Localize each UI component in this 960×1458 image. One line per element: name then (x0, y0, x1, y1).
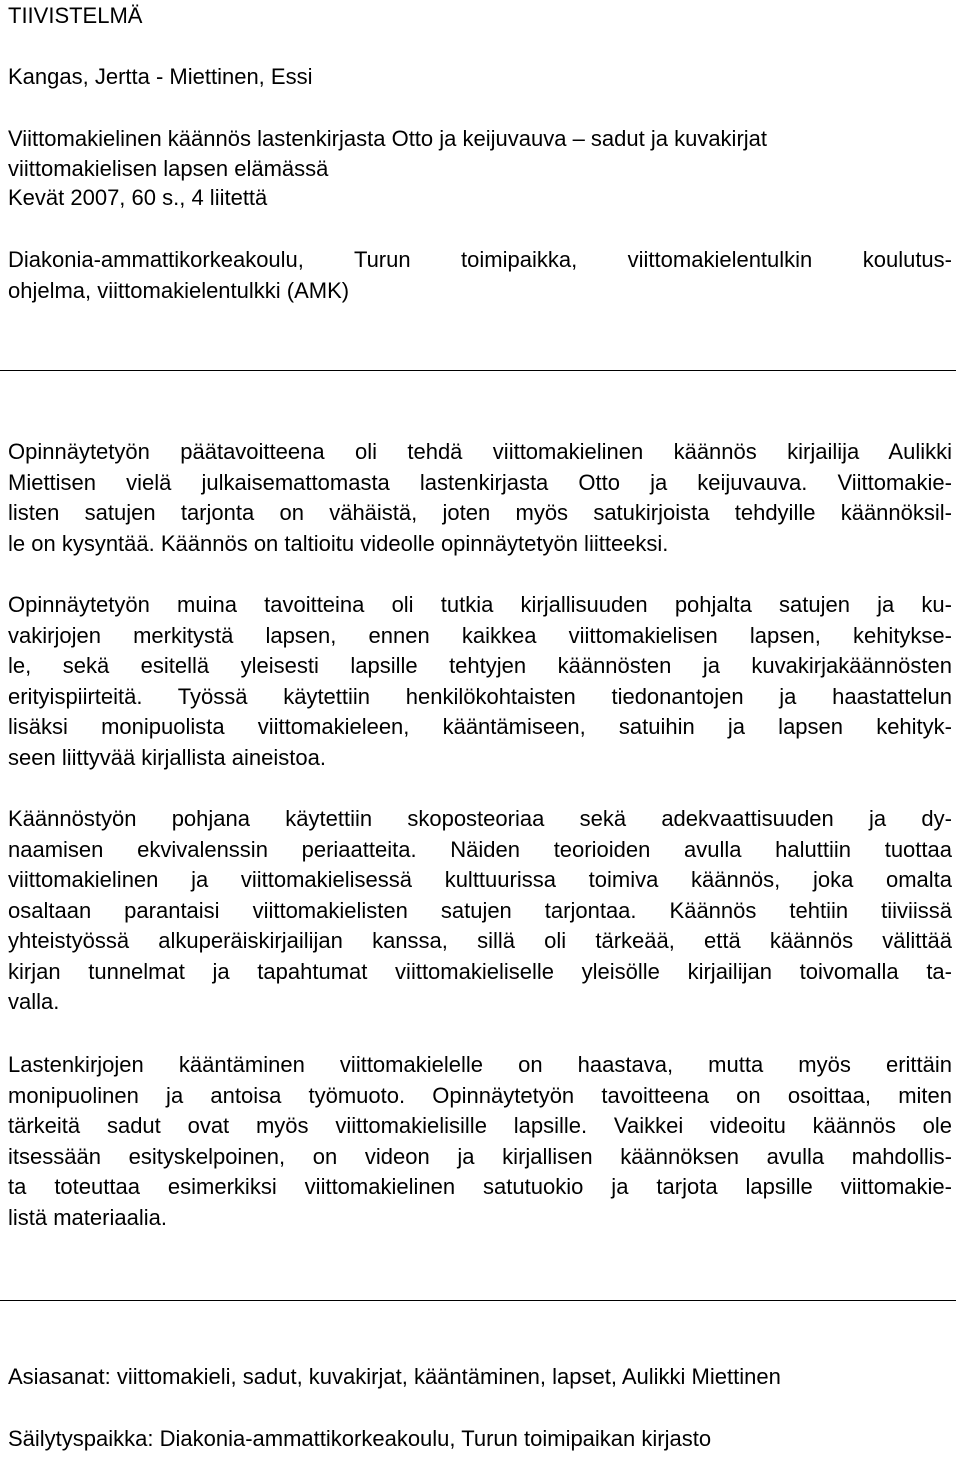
thesis-meta: Kevät 2007, 60 s., 4 liitettä (8, 185, 268, 210)
p2-line: vakirjojen merkitystä lapsen, ennen kaikkea viittomakielisen lapsen, kehitykse- (8, 622, 952, 648)
p3-line: yhteistyössä alkuperäiskirjailijan kanssa, sillä oli tärkeää, että käännös välittää (8, 928, 952, 953)
authors: Kangas, Jertta - Miettinen, Essi (8, 64, 313, 89)
p4-line: Lastenkirjojen kääntäminen viittomakielelle on haastava, mutta myös erittäin (8, 1052, 952, 1077)
institution-block (8, 245, 952, 306)
abstract-paragraph-4 (8, 1050, 952, 1233)
p1-line: Opinnäytetyön päätavoitteena oli tehdä viittomakielinen käännös kirjailija Aulikki (8, 439, 952, 464)
p4-line: monipuolinen ja antoisa työmuoto. Opinnäytetyön tavoitteena on osoittaa, miten (8, 1082, 952, 1108)
thesis-title-line-2: viittomakielisen lapsen elämässä (8, 155, 329, 181)
heading-block (8, 1, 952, 32)
authors-block (8, 62, 952, 93)
p1-line: Miettisen vielä julkaisemattomasta lastenkirjasta Otto ja keijuvauva. Viittomakie- (8, 469, 952, 495)
p3-line: osaltaan parantaisi viittomakielisten satujen tarjontaa. Käännös tehtiin tiiviissä (8, 897, 952, 923)
keywords: Asiasanat: viittomakieli, sadut, kuvakirjat, kääntäminen, lapset, Aulikki Miettinen (8, 1364, 781, 1389)
thesis-info (8, 124, 952, 214)
p2-line: erityispiirteitä. Työssä käytettiin henkilökohtaisten tiedonantojen ja haastattelun (8, 683, 952, 709)
p4-line: listä materiaalia. (8, 1204, 167, 1230)
institution-line-2: ohjelma, viittomakielentulkki (AMK) (8, 277, 350, 303)
p3-line: naamisen ekvivalenssin periaatteita. Näiden teorioiden avulla haluttiin tuottaa (8, 836, 952, 862)
p3-line: viittomakielinen ja viittomakielisessä kulttuurissa toimiva käännös, joka omalta (8, 867, 952, 892)
bottom-divider (0, 1300, 956, 1301)
p3-line: valla. (8, 989, 60, 1014)
p2-line: seen liittyvää kirjallista aineistoa. (8, 744, 326, 770)
p3-line: kirjan tunnelmat ja tapahtumat viittomakieliselle yleisölle kirjailijan toivomalla ta- (8, 958, 952, 984)
top-divider (0, 370, 956, 371)
thesis-title-line-1: Viittomakielinen käännös lastenkirjasta Otto ja keijuvauva – sadut ja kuvakirjat (8, 126, 767, 151)
institution-line-1: Diakonia-ammattikorkeakoulu, Turun toimipaikka, viittomakielentulkin koulutus- (8, 247, 952, 272)
abstract-paragraph-3 (8, 804, 952, 1018)
p4-line: tärkeitä sadut ovat myös viittomakielisille lapsille. Vaikkei videoitu käännös ole (8, 1113, 952, 1138)
page-heading: TIIVISTELMÄ (8, 3, 143, 28)
p1-line: le on kysyntää. Käännös on taltioitu videolle opinnäytetyön liitteeksi. (8, 530, 669, 556)
abstract-paragraph-2 (8, 590, 952, 773)
p2-line: lisäksi monipuolista viittomakieleen, kääntämiseen, satuihin ja lapsen kehityk- (8, 714, 952, 739)
location-block (8, 1424, 952, 1455)
keywords-block (8, 1362, 952, 1393)
p2-line: Opinnäytetyön muina tavoitteina oli tutkia kirjallisuuden pohjalta satujen ja ku- (8, 592, 952, 617)
p4-line: itsessään esityskelpoinen, on videon ja kirjallisen käännöksen avulla mahdollis- (8, 1143, 952, 1169)
p4-line: ta toteuttaa esimerkiksi viittomakielinen satutuokio ja tarjota lapsille viittomakie- (8, 1174, 952, 1199)
p1-line: listen satujen tarjonta on vähäistä, joten myös satukirjoista tehdyille käännöksil- (8, 500, 952, 525)
p3-line: Käännöstyön pohjana käytettiin skoposteoriaa sekä adekvaattisuuden ja dy- (8, 806, 952, 831)
p2-line: le, sekä esitellä yleisesti lapsille tehtyjen käännösten ja kuvakirjakäännösten (8, 653, 952, 678)
abstract-paragraph-1 (8, 437, 952, 559)
storage-location: Säilytyspaikka: Diakonia-ammattikorkeakoulu, Turun toimipaikan kirjasto (8, 1426, 712, 1451)
